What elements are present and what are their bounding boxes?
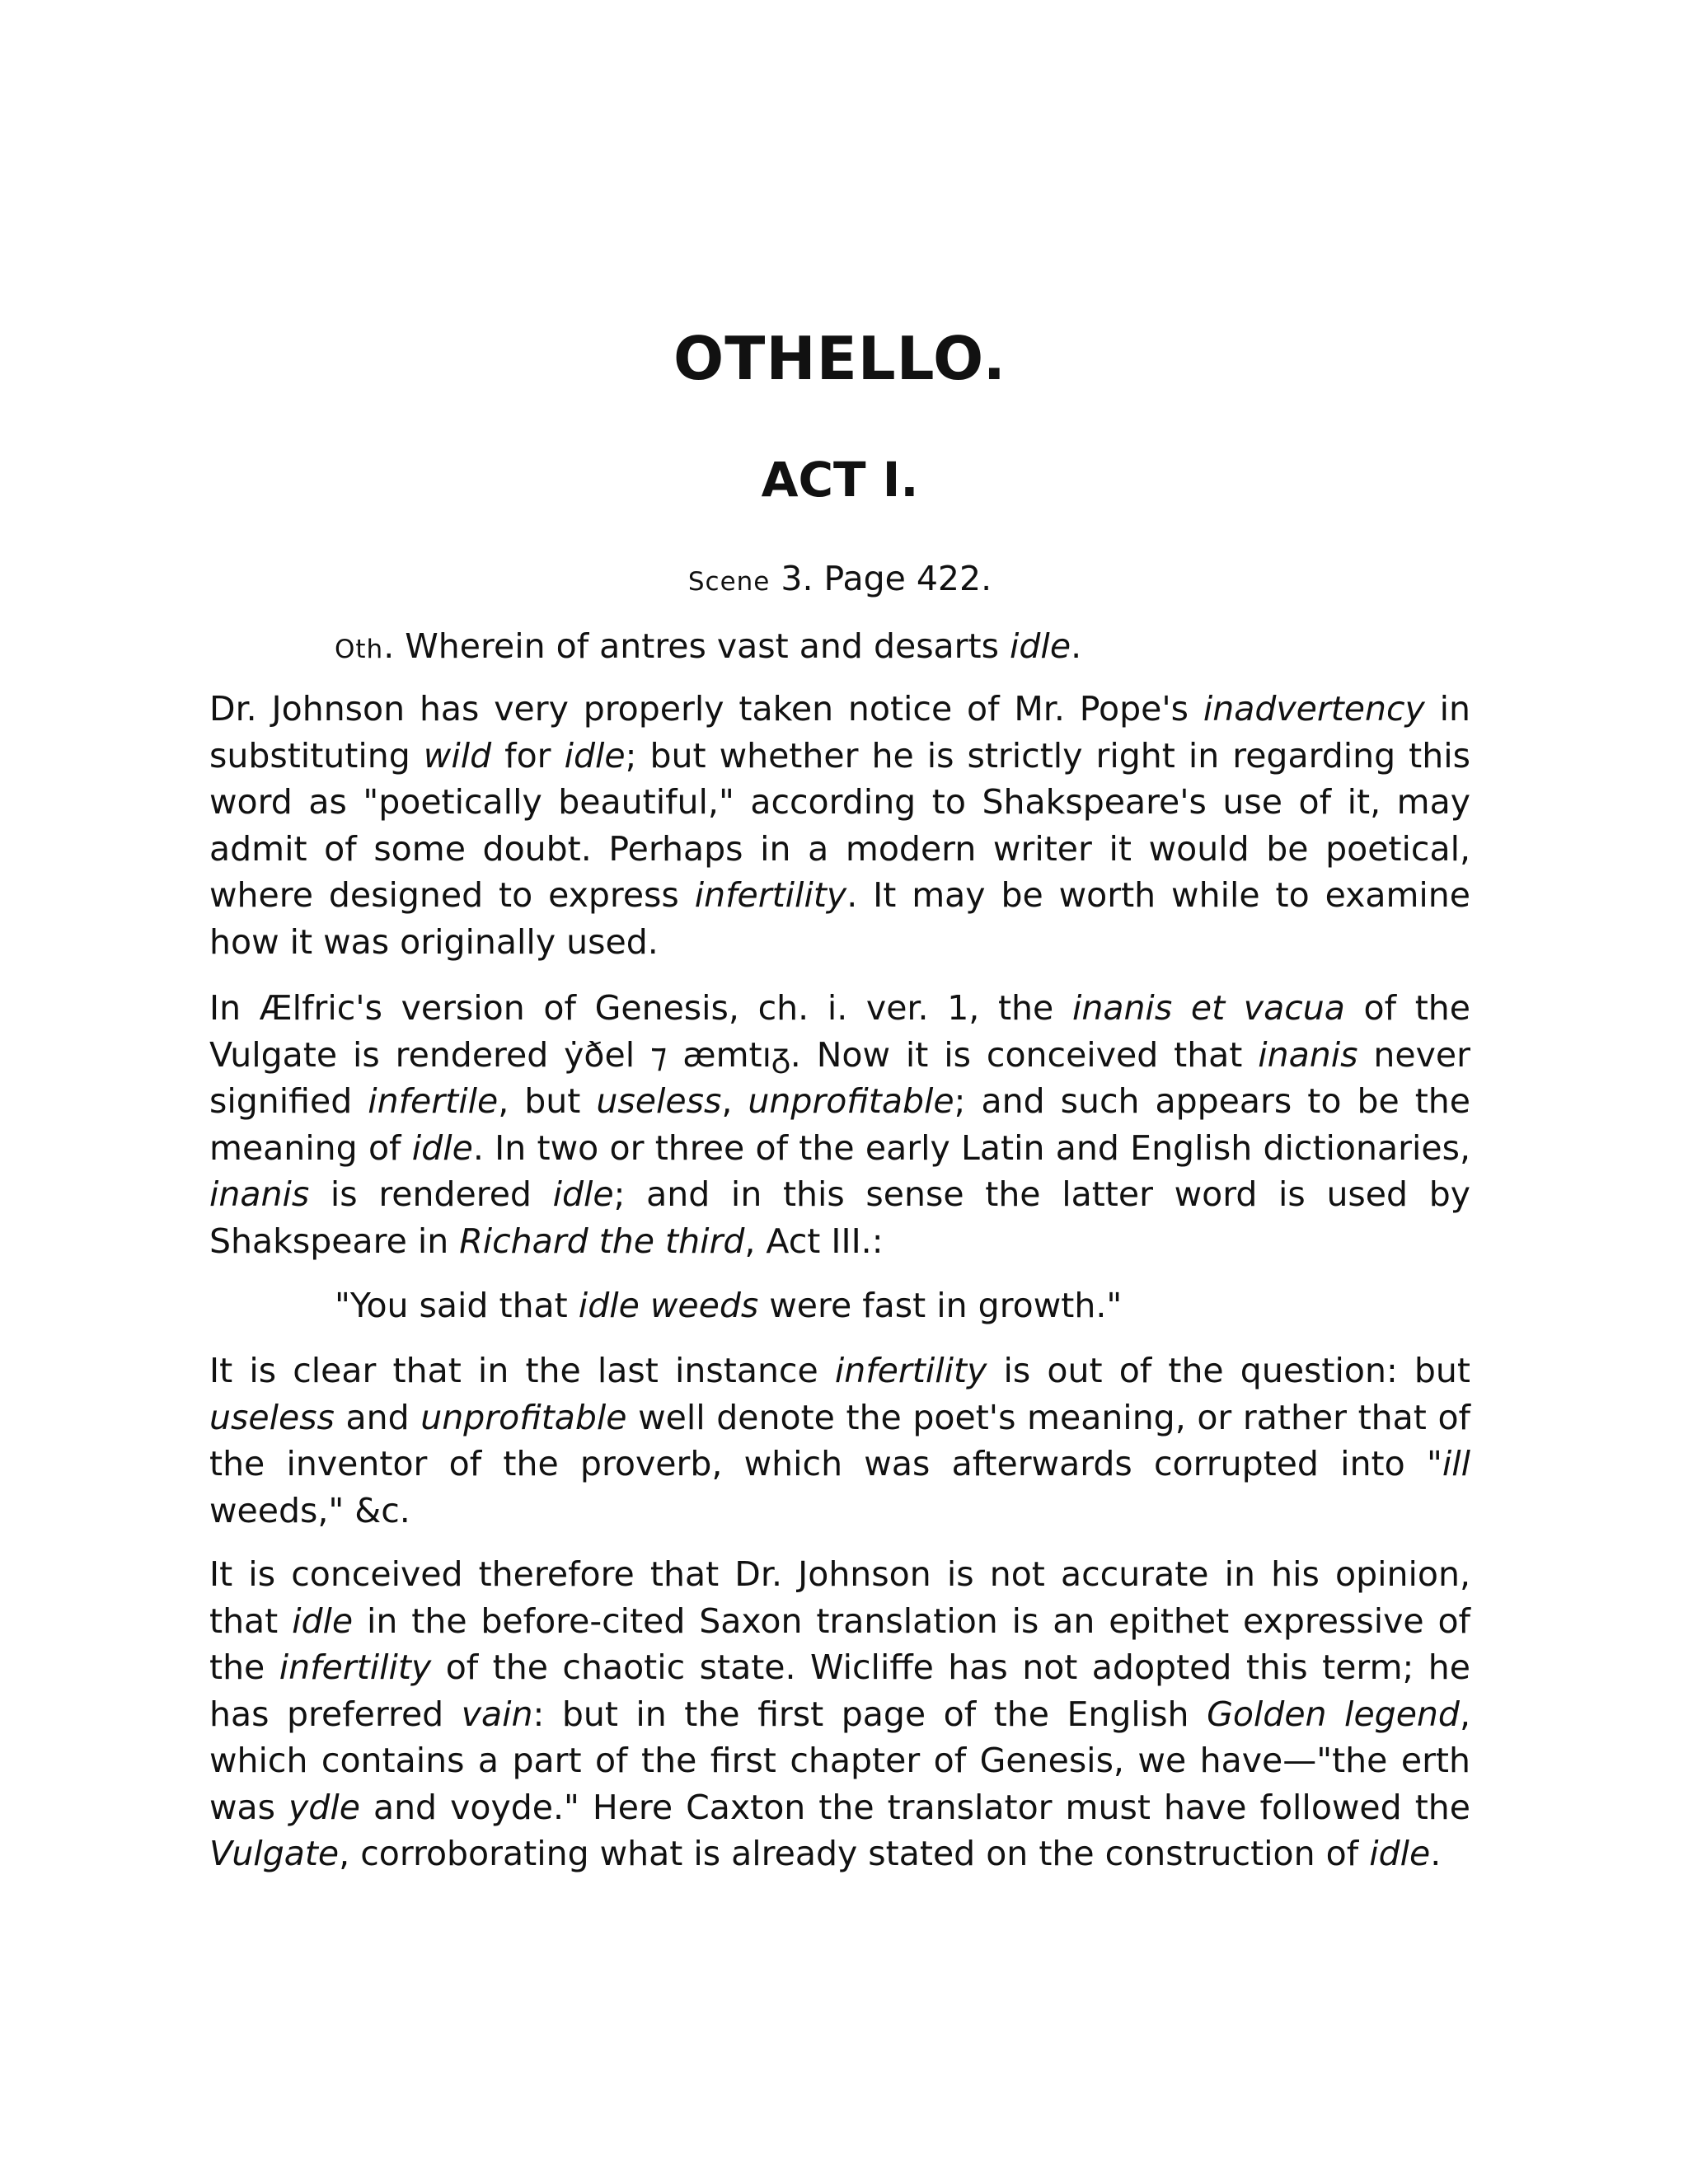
paragraph-2 [209,985,1470,1264]
text-run: and voyde." Here Caxton the translator must have followed the [359,1787,1470,1827]
paragraph-4 [209,1551,1470,1877]
italic-text: infertility [694,875,847,915]
text-run: in substituting [209,689,1470,776]
text-run: . [1430,1834,1442,1873]
text-run: of the chaotic state. Wicliffe has not adopted this term; he has preferred [209,1647,1470,1734]
text-run: : but in the first page of the English [532,1694,1207,1734]
italic-text: useless [209,1397,335,1437]
text-run: weeds," &c. [209,1490,410,1530]
italic-text: idle [1010,626,1071,666]
text-run: It is clear that in the last instance [209,1351,835,1390]
text-run: ; but whether he is strictly right in regarding this word as "poetically beautiful," according to Shakspeare's use of it, may admit of some doubt. Perhaps in a modern writer it would be poetical, where designed to express [209,735,1470,915]
speaker-label: Oth [335,635,384,664]
italic-text: Vulgate [209,1834,340,1873]
text-run: , corroborating what is already stated on the construction of [339,1834,1370,1873]
text-run: is rendered [309,1174,553,1214]
quoted-line-othello [335,625,1081,668]
page-title: OTHELLO. [673,324,1006,393]
italic-text: infertility [834,1351,987,1390]
italic-text: ill [1442,1444,1470,1483]
quoted-line-richard [335,1284,1122,1328]
text-run: "You said that [335,1286,579,1325]
text-run: . [1071,626,1082,666]
scene-page: 3. Page 422. [770,559,992,598]
italic-text: idle [564,735,626,776]
text-run: , Act III.: [744,1221,884,1261]
paragraph-1 [209,686,1470,965]
text-run: for [491,735,565,776]
text-run: . Wherein of antres vast and desarts [383,626,1010,666]
italic-text: useless [596,1081,722,1121]
act-heading: ACT I. [761,452,919,508]
italic-text: Golden legend [1207,1694,1460,1734]
italic-text: wild [423,735,492,776]
text-run: , but [498,1081,597,1121]
text-run: Dr. Johnson has very properly taken notice of Mr. Pope's [209,689,1203,729]
text-run: and [334,1397,421,1437]
italic-text: infertile [368,1081,499,1121]
text-run: in the before-cited Saxon translation is an epithet expressive of the [209,1601,1470,1687]
text-run: is out of the question: but [987,1351,1470,1390]
italic-text: idle [411,1127,473,1168]
italic-text: unprofitable [748,1081,954,1121]
italic-text: unprofitable [420,1397,627,1437]
italic-text: idle [552,1174,614,1214]
text-run: In Ælfric's version of Genesis, ch. i. ver. 1, the [209,988,1072,1028]
italic-text: vain [461,1694,533,1734]
italic-text: idle [1369,1834,1431,1873]
italic-text: infertility [279,1647,432,1687]
italic-text: inanis [1258,1034,1358,1075]
italic-text: ydle [288,1787,360,1827]
text-run: . It may be worth while to examine how it was originally used. [209,875,1471,962]
text-run: . In two or three of the early Latin and English dictionaries, [472,1127,1470,1168]
italic-text: idle weeds [578,1286,759,1325]
text-run: were fast in growth." [758,1286,1123,1325]
italic-text: inadvertency [1203,689,1425,729]
text-run: It is conceived therefore that Dr. Johnson is not accurate in his opinion, that [209,1554,1470,1641]
paragraph-3 [209,1347,1470,1534]
text-run: , [721,1081,748,1121]
text-run: ; and in this sense the latter word is used by Shakspeare in [209,1174,1470,1261]
scene-label: Scene [687,567,771,597]
scene-reference [209,557,1470,601]
text-run: ; and such appears to be the meaning of [209,1081,1470,1168]
italic-text: inanis [209,1174,310,1214]
italic-text: inanis et vacua [1071,988,1345,1028]
text-run: , which contains a part of the first chapter of Genesis, we have—"the erth was [209,1694,1470,1827]
italic-text: idle [292,1601,354,1641]
text-run: well denote the poet's meaning, or rather that of the inventor of the proverb, which was afterwards corrupted into " [209,1397,1470,1483]
text-run: never signified [209,1034,1470,1121]
italic-text: Richard the third [459,1221,745,1261]
text-run: of the Vulgate is rendered ẏðel ⁊ æmtıᵹ. Now it is conceived that [209,988,1470,1075]
